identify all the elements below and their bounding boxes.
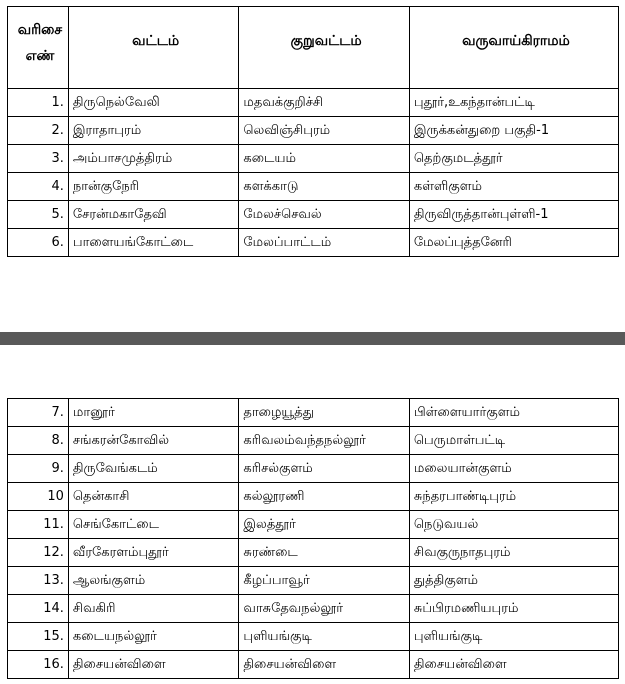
serial-cell: 1. [8,89,69,117]
taluk-cell: சங்கரன்கோவில் [68,427,239,455]
serial-cell: 3. [8,145,69,173]
serial-cell: 2. [8,117,69,145]
village-cell: தெற்குமடத்தூர் [409,145,618,173]
serial-cell: 15. [8,623,69,651]
taluk-cell: ஆலங்குளம் [68,567,239,595]
serial-cell: 10 [8,483,69,511]
serial-cell: 11. [8,511,69,539]
serial-cell: 6. [8,229,69,257]
taluk-cell: கடையநல்லூர் [68,623,239,651]
serial-cell: 16. [8,651,69,679]
village-cell: கள்ளிகுளம் [409,173,618,201]
firka-cell: களக்காடு [239,173,410,201]
table-row [8,117,619,145]
serial-cell: 8. [8,427,69,455]
village-cell: மலையான்குளம் [409,455,618,483]
serial-cell: 13. [8,567,69,595]
table-row [8,651,619,679]
table-row [8,399,619,427]
table-row [8,455,619,483]
taluk-cell: வீரகேரளம்புதூர் [68,539,239,567]
taluk-cell: திருவேங்கடம் [68,455,239,483]
serial-cell: 9. [8,455,69,483]
firka-cell: கடையம் [239,145,410,173]
table-row [8,201,619,229]
taluk-cell: மானூர் [68,399,239,427]
firka-cell: சுரண்டை [239,539,410,567]
firka-cell: மேலச்செவல் [239,201,410,229]
village-cell: சிவகுருநாதபுரம் [409,539,618,567]
header-firka: குறுவட்டம் [239,7,410,89]
table-row [8,511,619,539]
taluk-cell: இராதாபுரம் [68,117,239,145]
page-separator [0,332,625,345]
firka-cell: தாழையூத்து [239,399,410,427]
village-cell: புதூர்,உகந்தான்பட்டி [409,89,618,117]
serial-cell: 7. [8,399,69,427]
table-row [8,173,619,201]
village-cell: துத்திகுளம் [409,567,618,595]
taluk-cell: அம்பாசமுத்திரம் [68,145,239,173]
village-cell: இருக்கன்துறை பகுதி-1 [409,117,618,145]
firka-cell: மேலப்பாட்டம் [239,229,410,257]
taluk-cell: திசையன்விளை [68,651,239,679]
firka-cell: புளியங்குடி [239,623,410,651]
table-row [8,145,619,173]
header-serial: வரிசை எண் [8,7,69,89]
table-row [8,539,619,567]
serial-cell: 4. [8,173,69,201]
firka-cell: மதவக்குறிச்சி [239,89,410,117]
taluk-cell: சேரன்மகாதேவி [68,201,239,229]
village-cell: திருவிருத்தான்புள்ளி-1 [409,201,618,229]
village-cell: பெருமாள்பட்டி [409,427,618,455]
villages-table-bottom [7,398,619,679]
taluk-cell: திருநெல்வேலி [68,89,239,117]
village-cell: புளியங்குடி [409,623,618,651]
firka-cell: கீழப்பாவூர் [239,567,410,595]
firka-cell: திசையன்விளை [239,651,410,679]
villages-table-top [7,6,619,257]
firka-cell: கல்லூரணி [239,483,410,511]
taluk-cell: நான்குநேரி [68,173,239,201]
village-cell: பிள்ளையார்குளம் [409,399,618,427]
village-cell: மேலப்புத்தனேரி [409,229,618,257]
header-row [8,7,619,89]
firka-cell: இலத்தூர் [239,511,410,539]
table-row [8,567,619,595]
serial-cell: 14. [8,595,69,623]
taluk-cell: பாளையங்கோட்டை [68,229,239,257]
table-row [8,89,619,117]
firka-cell: லெவிஞ்சிபுரம் [239,117,410,145]
table-row [8,595,619,623]
taluk-cell: செங்கோட்டை [68,511,239,539]
village-cell: சுப்பிரமணியபுரம் [409,595,618,623]
taluk-cell: சிவகிரி [68,595,239,623]
header-taluk: வட்டம் [68,7,239,89]
village-cell: சுந்தரபாண்டிபுரம் [409,483,618,511]
table-row [8,623,619,651]
firka-cell: வாசுதேவநல்லூர் [239,595,410,623]
taluk-cell: தென்காசி [68,483,239,511]
table-row [8,483,619,511]
table-row [8,229,619,257]
table-row [8,427,619,455]
firka-cell: கரிவலம்வந்தநல்லூர் [239,427,410,455]
serial-cell: 12. [8,539,69,567]
firka-cell: கரிசல்குளம் [239,455,410,483]
serial-cell: 5. [8,201,69,229]
village-cell: நெடுவயல் [409,511,618,539]
village-cell: திசையன்விளை [409,651,618,679]
header-village: வருவாய்கிராமம் [409,7,618,89]
